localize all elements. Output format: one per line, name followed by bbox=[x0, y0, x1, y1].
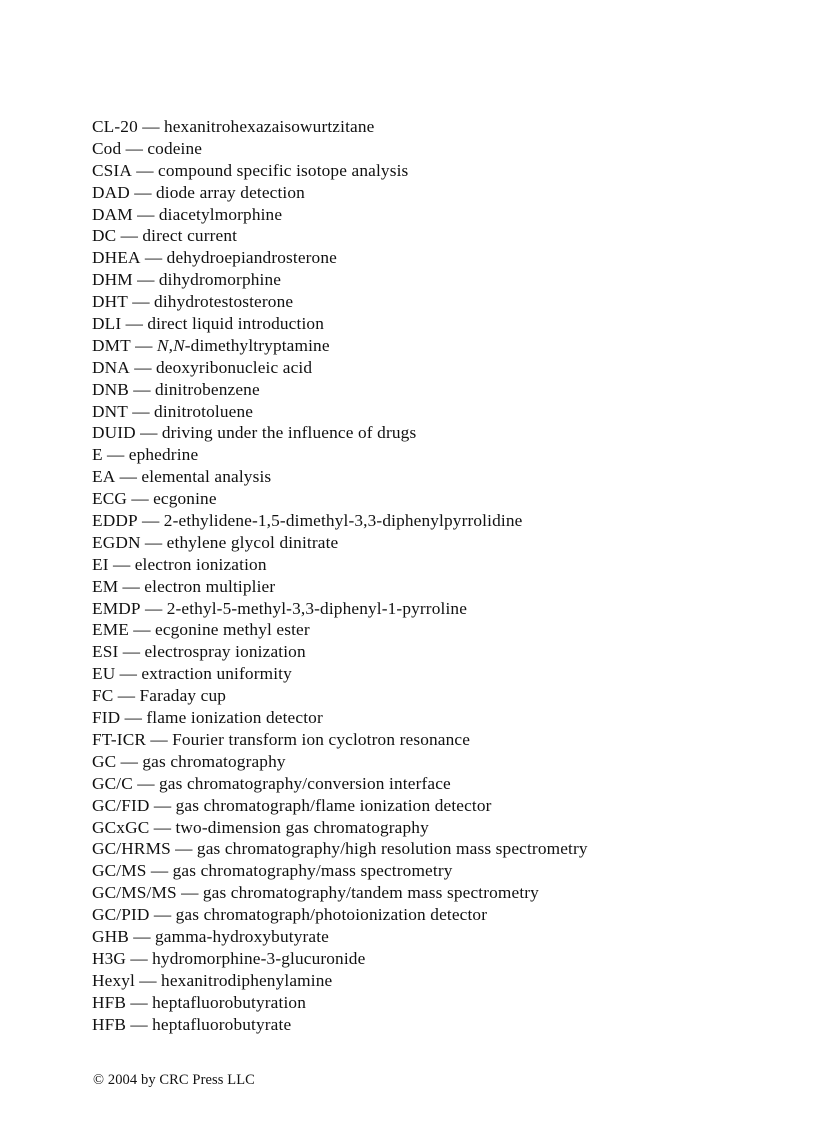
abbreviation-definition: 2-ethylidene-1,5-dimethyl-3,3-diphenylpyrrolidine bbox=[163, 511, 523, 531]
abbreviation-entry bbox=[92, 204, 792, 226]
em-dash-separator: — bbox=[112, 554, 131, 574]
abbreviation-entry bbox=[92, 576, 792, 598]
abbreviation-entry bbox=[92, 422, 792, 444]
abbreviation-definition: dinitrobenzene bbox=[155, 379, 260, 399]
abbreviation-definition: gas chromatography/mass spectrometry bbox=[172, 861, 453, 881]
abbreviation-definition: gas chromatograph/flame ionization detector bbox=[175, 795, 492, 815]
abbreviation-term: DMT bbox=[92, 335, 131, 355]
em-dash-separator: — bbox=[132, 401, 150, 421]
abbreviation-definition: ecgonine methyl ester bbox=[155, 620, 310, 640]
em-dash-separator: — bbox=[133, 926, 151, 946]
em-dash-separator: — bbox=[144, 248, 163, 268]
em-dash-separator: — bbox=[140, 423, 158, 443]
em-dash-separator: — bbox=[144, 532, 163, 552]
abbreviation-definition: dehydroepiandrosterone bbox=[166, 248, 337, 268]
em-dash-separator: — bbox=[134, 182, 152, 202]
em-dash-separator: — bbox=[120, 751, 139, 771]
abbreviation-entry bbox=[92, 882, 792, 904]
abbreviation-definition: two-dimension gas chromatography bbox=[175, 817, 429, 837]
abbreviation-term: DC bbox=[92, 226, 117, 246]
abbreviation-definition: gas chromatography/high resolution mass spectrometry bbox=[196, 839, 588, 859]
abbreviation-term: GC/MS/MS bbox=[92, 883, 177, 903]
abbreviation-entry bbox=[92, 182, 792, 204]
em-dash-separator: — bbox=[136, 160, 154, 180]
em-dash-separator: — bbox=[153, 795, 172, 815]
abbreviation-term: EA bbox=[92, 467, 116, 487]
abbreviation-term: GCxGC bbox=[92, 817, 150, 837]
abbreviation-entry bbox=[92, 379, 792, 401]
abbreviation-term: ECG bbox=[92, 489, 128, 509]
abbreviation-definition: electron ionization bbox=[134, 554, 267, 574]
abbreviation-definition: elemental analysis bbox=[141, 467, 272, 487]
abbreviation-term: GC/FID bbox=[92, 795, 150, 815]
abbreviation-term: EME bbox=[92, 620, 129, 640]
abbreviation-term: DNT bbox=[92, 401, 128, 421]
abbreviation-term: EDDP bbox=[92, 511, 138, 531]
abbreviation-entry bbox=[92, 685, 792, 707]
abbreviation-entry bbox=[92, 707, 792, 729]
abbreviation-term: DHT bbox=[92, 292, 128, 312]
abbreviation-entry bbox=[92, 751, 792, 773]
abbreviation-entry bbox=[92, 488, 792, 510]
abbreviation-entry bbox=[92, 904, 792, 926]
abbreviation-definition: hydromorphine-3-glucuronide bbox=[152, 948, 366, 968]
abbreviation-entry bbox=[92, 138, 792, 160]
abbreviation-entry bbox=[92, 641, 792, 663]
abbreviation-entry bbox=[92, 313, 792, 335]
abbreviation-entry bbox=[92, 773, 792, 795]
abbreviation-term: Hexyl bbox=[92, 970, 135, 990]
abbreviation-definition: heptafluorobutyrate bbox=[152, 1014, 292, 1034]
abbreviation-entry bbox=[92, 619, 792, 641]
em-dash-separator: — bbox=[144, 598, 163, 618]
abbreviation-term: ESI bbox=[92, 642, 119, 662]
abbreviation-entry bbox=[92, 532, 792, 554]
em-dash-separator: — bbox=[133, 379, 151, 399]
abbreviation-term: EI bbox=[92, 554, 109, 574]
abbreviation-definition: hexanitrohexazaisowurtzitane bbox=[163, 117, 375, 136]
abbreviation-definition: electron multiplier bbox=[144, 576, 276, 596]
abbreviation-entry bbox=[92, 838, 792, 860]
abbreviation-definition: heptafluorobutyration bbox=[152, 992, 306, 1012]
em-dash-separator: — bbox=[130, 1014, 148, 1034]
abbreviation-definition: diacetylmorphine bbox=[158, 204, 283, 224]
abbreviation-term: E bbox=[92, 445, 103, 465]
copyright-footer: © 2004 by CRC Press LLC bbox=[93, 1072, 255, 1088]
em-dash-separator: — bbox=[134, 357, 152, 377]
abbreviation-entry bbox=[92, 291, 792, 313]
abbreviation-definition: electrospray ionization bbox=[144, 642, 306, 662]
abbreviation-entry bbox=[92, 1014, 792, 1036]
abbreviation-entry bbox=[92, 860, 792, 882]
abbreviation-entry bbox=[92, 444, 792, 466]
abbreviation-definition: direct current bbox=[142, 226, 238, 246]
em-dash-separator: — bbox=[107, 445, 125, 465]
abbreviation-term: GC bbox=[92, 751, 117, 771]
abbreviation-term: EMDP bbox=[92, 598, 141, 618]
em-dash-separator: — bbox=[150, 729, 168, 749]
abbreviation-definition: 2-ethyl-5-methyl-3,3-diphenyl-1-pyrroline bbox=[166, 598, 468, 618]
em-dash-separator: — bbox=[133, 620, 151, 640]
abbreviation-term: GHB bbox=[92, 926, 129, 946]
em-dash-separator: — bbox=[122, 576, 140, 596]
abbreviation-term: EGDN bbox=[92, 532, 141, 552]
abbreviation-entry bbox=[92, 554, 792, 576]
abbreviation-definition: gamma-hydroxybutyrate bbox=[155, 926, 329, 946]
definition-italic-prefix: N,N bbox=[156, 335, 185, 355]
abbreviation-definition: gas chromatography bbox=[142, 751, 286, 771]
abbreviation-entry bbox=[92, 160, 792, 182]
em-dash-separator: — bbox=[135, 335, 153, 355]
em-dash-separator: — bbox=[137, 204, 155, 224]
abbreviation-term: FT-ICR bbox=[92, 729, 147, 749]
abbreviation-definition: hexanitrodiphenylamine bbox=[161, 970, 333, 990]
abbreviation-entry bbox=[92, 247, 792, 269]
em-dash-separator: — bbox=[122, 642, 141, 662]
abbreviation-definition: deoxyribonucleic acid bbox=[155, 357, 313, 377]
abbreviation-entry bbox=[92, 116, 792, 138]
abbreviation-entry bbox=[92, 992, 792, 1014]
em-dash-separator: — bbox=[120, 226, 139, 246]
abbreviation-term: EU bbox=[92, 664, 116, 684]
abbreviation-entry bbox=[92, 510, 792, 532]
abbreviation-definition: driving under the influence of drugs bbox=[161, 423, 417, 443]
abbreviation-definition: gas chromatograph/photoionization detector bbox=[175, 905, 488, 925]
abbreviation-term: GC/HRMS bbox=[92, 839, 171, 859]
abbreviation-definition: ecgonine bbox=[153, 489, 217, 509]
em-dash-separator: — bbox=[119, 467, 138, 487]
em-dash-separator: — bbox=[119, 664, 138, 684]
abbreviation-entry bbox=[92, 598, 792, 620]
em-dash-separator: — bbox=[125, 314, 143, 334]
abbreviation-definition: extraction uniformity bbox=[141, 664, 292, 684]
em-dash-separator: — bbox=[142, 511, 160, 531]
em-dash-separator: — bbox=[132, 292, 150, 312]
em-dash-separator: — bbox=[117, 686, 136, 706]
abbreviation-term: EM bbox=[92, 576, 119, 596]
em-dash-separator: — bbox=[153, 905, 172, 925]
em-dash-separator: — bbox=[181, 883, 199, 903]
em-dash-separator: — bbox=[130, 948, 148, 968]
abbreviation-term: H3G bbox=[92, 948, 127, 968]
em-dash-separator: — bbox=[153, 817, 172, 837]
abbreviation-entry bbox=[92, 926, 792, 948]
abbreviation-definition: -dimethyltryptamine bbox=[184, 335, 330, 355]
abbreviation-term: FID bbox=[92, 708, 121, 728]
abbreviation-entry bbox=[92, 466, 792, 488]
abbreviation-definition: direct liquid introduction bbox=[147, 314, 324, 334]
abbreviation-term: GC/C bbox=[92, 773, 133, 793]
abbreviation-definition: Fourier transform ion cyclotron resonance bbox=[172, 729, 471, 749]
em-dash-separator: — bbox=[139, 970, 157, 990]
abbreviation-definition: ethylene glycol dinitrate bbox=[166, 532, 339, 552]
abbreviation-term: Cod bbox=[92, 138, 122, 158]
abbreviation-definition: gas chromatography/tandem mass spectrometry bbox=[202, 883, 539, 903]
abbreviation-term: HFB bbox=[92, 1014, 127, 1034]
abbreviation-definition: Faraday cup bbox=[139, 686, 227, 706]
abbreviation-term: DHEA bbox=[92, 248, 141, 268]
abbreviation-term: DUID bbox=[92, 423, 136, 443]
abbreviation-term: DAM bbox=[92, 204, 133, 224]
abbreviation-entry bbox=[92, 795, 792, 817]
abbreviation-term: DHM bbox=[92, 270, 133, 290]
abbreviation-definition: codeine bbox=[147, 138, 203, 158]
abbreviation-entry bbox=[92, 269, 792, 291]
abbreviation-definition: gas chromatography/conversion interface bbox=[159, 773, 451, 793]
abbreviation-entry bbox=[92, 335, 792, 357]
abbreviation-entry bbox=[92, 663, 792, 685]
abbreviation-term: CL-20 bbox=[92, 117, 138, 136]
abbreviation-definition: dinitrotoluene bbox=[154, 401, 254, 421]
abbreviation-term: GC/PID bbox=[92, 905, 150, 925]
abbreviation-term: DNA bbox=[92, 357, 130, 377]
abbreviation-list bbox=[92, 116, 792, 1035]
em-dash-separator: — bbox=[130, 992, 148, 1012]
em-dash-separator: — bbox=[131, 489, 149, 509]
abbreviation-entry bbox=[92, 817, 792, 839]
abbreviation-term: FC bbox=[92, 686, 114, 706]
abbreviation-term: DLI bbox=[92, 314, 122, 334]
abbreviation-definition: dihydromorphine bbox=[158, 270, 282, 290]
em-dash-separator: — bbox=[175, 839, 193, 859]
abbreviation-entry bbox=[92, 225, 792, 247]
abbreviation-entry bbox=[92, 357, 792, 379]
abbreviation-definition: dihydrotestosterone bbox=[154, 292, 294, 312]
abbreviation-definition: diode array detection bbox=[155, 182, 305, 202]
em-dash-separator: — bbox=[137, 270, 155, 290]
abbreviation-definition: compound specific isotope analysis bbox=[158, 160, 409, 180]
abbreviation-entry bbox=[92, 401, 792, 423]
abbreviation-term: HFB bbox=[92, 992, 127, 1012]
abbreviation-term: DNB bbox=[92, 379, 129, 399]
abbreviation-entry bbox=[92, 948, 792, 970]
em-dash-separator: — bbox=[137, 773, 155, 793]
abbreviation-term: DAD bbox=[92, 182, 130, 202]
em-dash-separator: — bbox=[150, 861, 169, 881]
abbreviation-definition: ephedrine bbox=[128, 445, 199, 465]
em-dash-separator: — bbox=[142, 117, 160, 136]
abbreviation-definition: flame ionization detector bbox=[146, 708, 323, 728]
abbreviation-term: GC/MS bbox=[92, 861, 147, 881]
abbreviation-entry bbox=[92, 970, 792, 992]
em-dash-separator: — bbox=[124, 708, 143, 728]
abbreviation-term: CSIA bbox=[92, 160, 132, 180]
abbreviation-entry bbox=[92, 729, 792, 751]
em-dash-separator: — bbox=[125, 138, 144, 158]
